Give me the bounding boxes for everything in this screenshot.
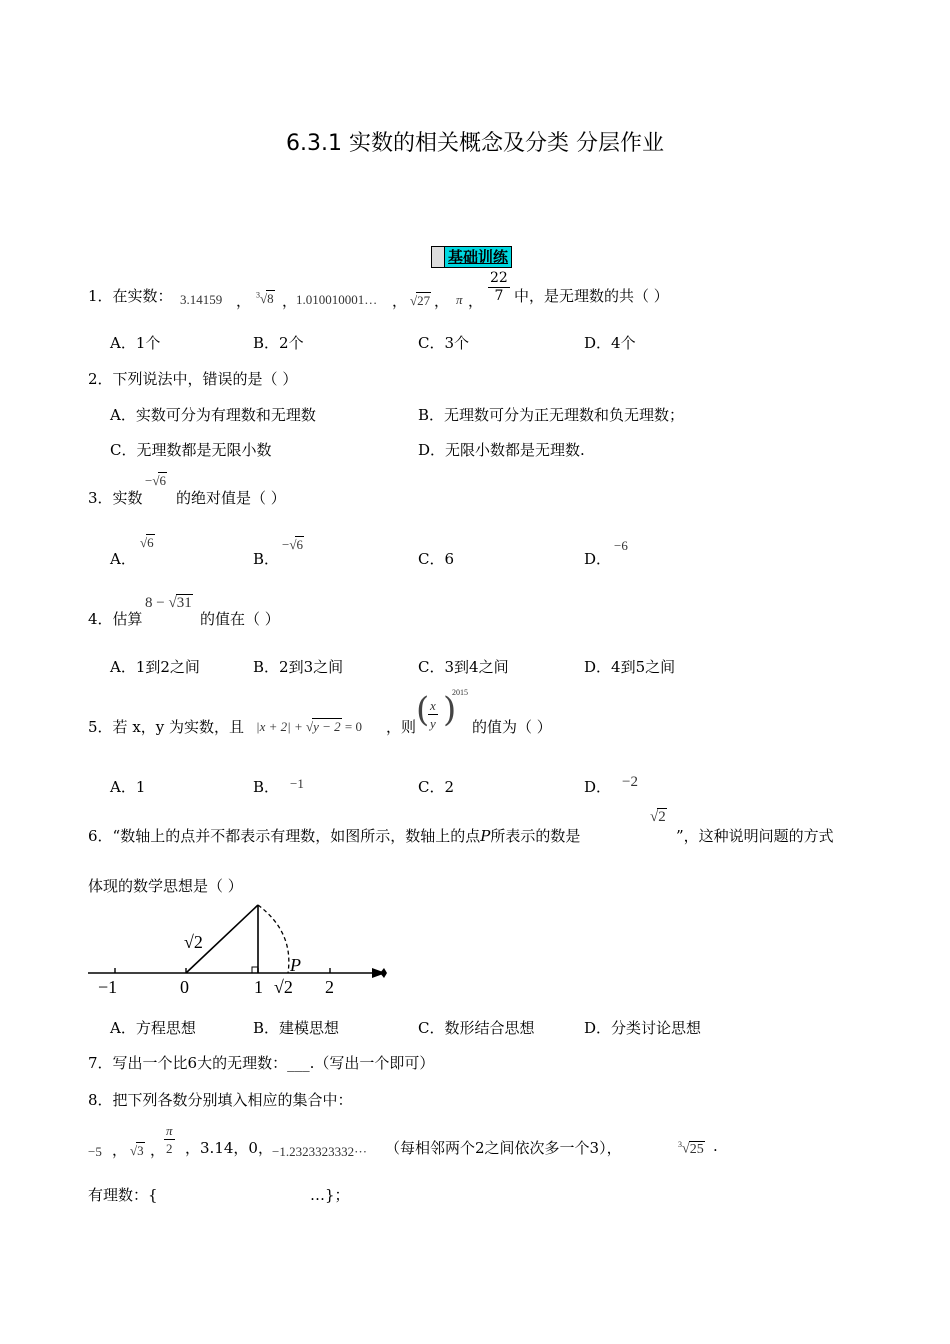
q3-expression: −√6 [145,473,166,488]
question-2: 2．下列说法中，错误的是（ ） [88,370,298,388]
q5-text-mid: ，则 [386,718,417,736]
q3-option-a-value: √6 [140,535,154,550]
q5-power: 2015 [452,688,468,697]
q8-item-note: （每相邻两个2之间依次多一个3）， [385,1139,622,1157]
question-5: 5．若 x，y 为实数，且 [88,718,245,736]
number-line-figure [84,898,394,1000]
question-7: 7．写出一个比6大的无理数：___.（写出一个即可） [88,1054,435,1072]
tick-label-minus1: −1 [98,977,118,997]
q6-option-d[interactable]: D．分类讨论思想 [584,1019,702,1037]
hypotenuse-label: √2 [184,932,203,952]
q6-option-b[interactable]: B．建模思想 [253,1019,340,1037]
q1-text-after: 中，是无理数的共（ ） [514,287,669,305]
q6-option-a[interactable]: A．方程思想 [110,1019,196,1037]
q6-text-after: ”，这种说明问题的方式 [676,827,834,845]
question-4: 4．估算 [88,610,143,628]
q3-text-after: 的绝对值是（ ） [176,489,286,507]
q8-item-sqrt3: √3 [130,1143,144,1158]
q5-option-d-label[interactable]: D． [584,778,612,796]
q6-root: √2 [650,809,666,825]
question-3: 3．实数 [88,489,143,507]
q2-option-b[interactable]: B．无理数可分为正无理数和负无理数； [418,406,685,424]
q8-item-minus5: −5 [88,1144,102,1159]
q1-item-pi: π [456,292,463,307]
tick-label-2: 2 [325,977,334,997]
question-8: 8．把下列各数分别填入相应的集合中： [88,1091,353,1109]
q8-item-repeating: −1.2323323332··· [272,1144,368,1159]
q7-blank[interactable]: ___ [287,1054,310,1072]
q1-option-b[interactable]: B．2个 [253,334,304,352]
q3-option-d-value: −6 [614,538,628,553]
point-p-label: P [290,955,301,975]
q4-option-d[interactable]: D．4到5之间 [584,658,676,676]
q3-option-a-label[interactable]: A． [110,550,136,568]
q1-item-pi-approx: 3.14159 [180,292,223,307]
q4-option-a[interactable]: A．1到2之间 [110,658,200,676]
q2-option-c[interactable]: C．无理数都是无限小数 [110,441,272,459]
page-title: 6.3.1 实数的相关概念及分类 分层作业 [286,131,664,156]
q6-option-c[interactable]: C．数形结合思想 [418,1019,535,1037]
q5-option-b-value: −1 [290,776,304,791]
q5-text-after: 的值为（ ） [472,718,552,736]
q4-expression: 8 − √31 [145,595,192,611]
q4-text-after: 的值在（ ） [200,610,280,628]
q3-option-c[interactable]: C．6 [418,550,455,568]
q1-option-d[interactable]: D．4个 [584,334,636,352]
q1-option-c[interactable]: C．3个 [418,334,470,352]
p-value-label: √2 [274,977,293,997]
q1-item-fraction: $\frac{22}{7}$ [490,270,508,304]
q1-item-sqrt27: √27 [410,293,431,308]
q3-option-b-label[interactable]: B． [253,550,280,568]
q4-option-c[interactable]: C．3到4之间 [418,658,509,676]
q8-period: . [713,1137,718,1155]
q5-option-b-label[interactable]: B． [253,778,280,796]
q6-text-line2: 体现的数学思想是（ ） [88,877,243,895]
q8-item-cuberoot25: $^3$√25 [678,1140,704,1157]
q5-option-c[interactable]: C．2 [418,778,455,796]
q8-item-pi-over-2: $\frac{\pi}{2}$ [166,1123,173,1156]
tick-label-0: 0 [180,977,189,997]
q3-option-b-value: −√6 [282,537,303,552]
q1-item-cuberoot8: $^3$√8 [256,290,274,306]
q1-option-a[interactable]: A．1个 [110,334,161,352]
rational-set-end: …}； [310,1186,350,1204]
q1-item-decimal: 1.010010001… [296,292,378,307]
q5-right-paren: ) [443,690,457,730]
q4-option-b[interactable]: B．2到3之间 [253,658,344,676]
question-6: 6．“数轴上的点并不都表示有理数，如图所示，数轴上的点P所表示的数是 [88,827,581,845]
q2-option-a[interactable]: A．实数可分为有理数和无理数 [110,406,316,424]
rational-set-label: 有理数：{ [88,1186,158,1204]
q2-option-d[interactable]: D．无限小数都是无理数. [418,441,585,459]
question-1: 1．在实数： [88,287,173,305]
q8-item-3-14-and-0: ，3.14，0， [185,1139,273,1157]
tick-label-1: 1 [254,977,263,997]
q5-option-a[interactable]: A．1 [110,778,146,796]
section-label: 基础训练 [431,246,512,268]
arc-dashed [258,905,289,973]
q5-left-paren: ( [416,690,430,730]
q5-option-d-value: −2 [622,774,638,790]
q5-equation: |x + 2| + √y − 2 = 0 [256,719,363,734]
q5-fraction: $\frac{x}{y}$ [430,698,436,731]
q3-option-d-label[interactable]: D． [584,550,612,568]
